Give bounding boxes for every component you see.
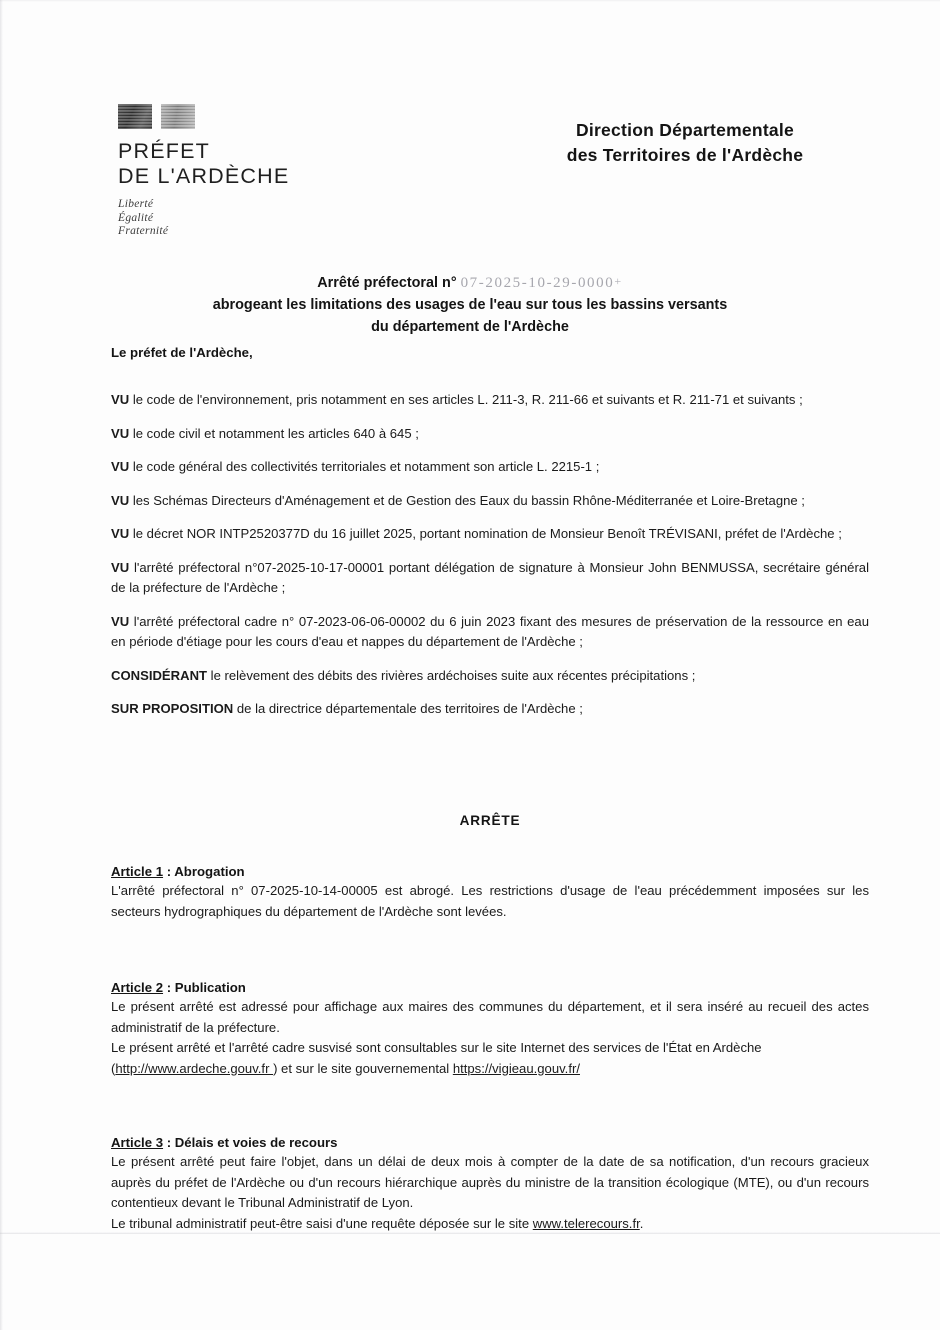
marianne-mark-right-icon	[161, 104, 195, 129]
article-3-paragraph-2-part1: Le tribunal administratif peut-être saisi d'une requête déposée sur le site	[111, 1215, 533, 1231]
article-3-separator: :	[163, 1135, 175, 1150]
article-1-body: L'arrêté préfectoral n° 07-2025-10-14-00005 est abrogé. Les restrictions d'usage de l'eau précédemment imposées sur les secteurs hydrographiques du département de l'Ardèche sont levées.	[111, 883, 869, 919]
decision-heading: ARRÊTE	[459, 813, 521, 828]
preamble-item-vu-arrete-cadre	[111, 612, 869, 653]
article-2	[111, 980, 869, 1079]
handwritten-arrete-number: 07-2025-10-29-0000	[460, 275, 615, 291]
preamble-label: CONSIDÉRANT	[111, 667, 208, 683]
handwritten-suffix-mark: +	[614, 274, 623, 288]
department-title-line1: Direction Départementale	[575, 120, 794, 140]
preamble-label: VU	[111, 425, 130, 441]
preamble-text: le code civil et notamment les articles 640 à 645 ;	[129, 425, 419, 441]
prefect-intro-line: Le préfet de l'Ardèche,	[111, 345, 253, 360]
article-3-paragraph-1: Le présent arrêté peut faire l'objet, dans un délai de deux mois à compter de la date de sa notification, d'un recours gracieux auprès du préfet de l'Ardèche ou d'un recours hiérarchique auprès du ministre de la transition écologique (MTE), ou d'un recours contentieux devant le Tribunal Administratif de Lyon.	[111, 1154, 869, 1210]
vigieau-gouv-link[interactable]: https://vigieau.gouv.fr/	[452, 1060, 580, 1076]
document-title-line1	[110, 270, 830, 294]
article-1-separator: :	[163, 864, 175, 879]
article-3-heading	[111, 1135, 869, 1150]
motto-liberte: Liberté	[118, 198, 154, 210]
preamble-text: l'arrêté préfectoral cadre n° 07-2023-06-06-00002 du 6 juin 2023 fixant des mesures de préservation de la ressource en eau en période d'étiage pour les cours d'eau et nappes du département de l'Ardèche ;	[111, 613, 869, 649]
marianne-emblem-icon	[118, 104, 378, 130]
document-title	[110, 270, 830, 338]
prefecture-title-line1: PRÉFET	[118, 139, 211, 163]
preamble-label: VU	[111, 526, 130, 541]
document-title-line2: abrogeant les limitations des usages de l'eau sur tous les bassins versants	[212, 297, 728, 313]
preamble-label: VU	[111, 492, 130, 508]
article-2-paragraph-2	[111, 1038, 869, 1079]
preamble-item-vu-decret-nomination	[111, 524, 869, 545]
preamble-item-vu-environnement	[111, 390, 869, 411]
preamble-item-vu-collectivites	[111, 457, 869, 478]
article-1-title: Abrogation	[174, 864, 245, 879]
article-3-paragraph-2-part2: .	[639, 1215, 644, 1231]
telerecours-link[interactable]: www.telerecours.fr	[532, 1215, 640, 1231]
preamble-text: le code de l'environnement, pris notamment en ses articles L. 211-3, R. 211-66 et suivants et R. 211-71 et suivants ;	[129, 392, 803, 407]
preamble-text: le décret NOR INTP2520377D du 16 juillet 2025, portant nomination de Monsieur Benoît TRÉVISANI, préfet de l'Ardèche ;	[129, 526, 842, 541]
article-2-separator: :	[163, 980, 175, 995]
preamble-item-sur-proposition	[111, 699, 869, 720]
department-title	[470, 118, 900, 168]
preamble-text: de la directrice départementale des territoires de l'Ardèche ;	[233, 701, 583, 716]
prefecture-title-line2: DE L'ARDÈCHE	[118, 164, 290, 188]
department-title-line2: des Territoires de l'Ardèche	[566, 145, 804, 165]
preamble-text: les Schémas Directeurs d'Aménagement et de Gestion des Eaux du bassin Rhône-Méditerranée et Loire-Bretagne ;	[129, 492, 805, 508]
article-2-paragraph-2-part2: ) et sur le site gouvernemental	[273, 1060, 453, 1076]
article-1-heading	[111, 864, 869, 879]
article-2-paragraph-2-part1: Le présent arrêté et l'arrêté cadre susvisé sont consultables sur le site Internet des services de l'État en Ardèche (	[111, 1040, 762, 1076]
article-2-title: Publication	[174, 980, 246, 995]
marianne-mark-left-icon	[118, 104, 152, 129]
document-header	[0, 104, 940, 244]
article-3-title: Délais et voies de recours	[174, 1135, 338, 1150]
article-3-paragraph-2	[111, 1214, 869, 1235]
preamble-text: l'arrêté préfectoral n°07-2025-10-17-00001 portant délégation de signature à Monsieur John BENMUSSA, secrétaire général de la préfecture de l'Ardèche ;	[111, 559, 869, 595]
arrete-number-prefix: Arrêté préfectoral n°	[317, 275, 457, 291]
preamble-item-vu-sdage	[111, 491, 869, 512]
republic-motto	[118, 198, 378, 239]
article-2-paragraph-1: Le présent arrêté est adressé pour affichage aux maires des communes du département, et il sera inséré au recueil des actes administratif de la préfecture.	[111, 999, 869, 1035]
article-1	[111, 864, 869, 922]
article-1-number: Article 1	[111, 864, 164, 879]
article-3-number: Article 3	[111, 1135, 164, 1150]
preamble-item-vu-code-civil	[111, 424, 869, 445]
motto-egalite: Égalité	[118, 211, 154, 224]
preamble-item-considerant	[111, 666, 869, 687]
preamble-label: VU	[111, 559, 130, 575]
prefecture-logo-block	[118, 104, 378, 239]
preamble-section	[111, 390, 869, 733]
preamble-label: SUR PROPOSITION	[111, 701, 234, 716]
article-2-heading	[111, 980, 869, 995]
preamble-item-vu-delegation-signature	[111, 558, 869, 599]
preamble-label: VU	[111, 392, 130, 407]
preamble-text: le relèvement des débits des rivières ardéchoises suite aux récentes précipitations ;	[207, 667, 696, 683]
scan-edge-top	[0, 0, 940, 2]
document-title-line3: du département de l'Ardèche	[371, 319, 569, 335]
preamble-label: VU	[111, 613, 130, 629]
ardeche-gouv-link[interactable]: http://www.ardeche.gouv.fr	[115, 1060, 274, 1076]
preamble-text: le code général des collectivités territoriales et notamment son article L. 2215-1 ;	[129, 459, 600, 474]
motto-fraternite: Fraternité	[118, 225, 169, 237]
article-3	[111, 1135, 869, 1234]
article-2-number: Article 2	[111, 980, 164, 995]
preamble-label: VU	[111, 459, 130, 474]
